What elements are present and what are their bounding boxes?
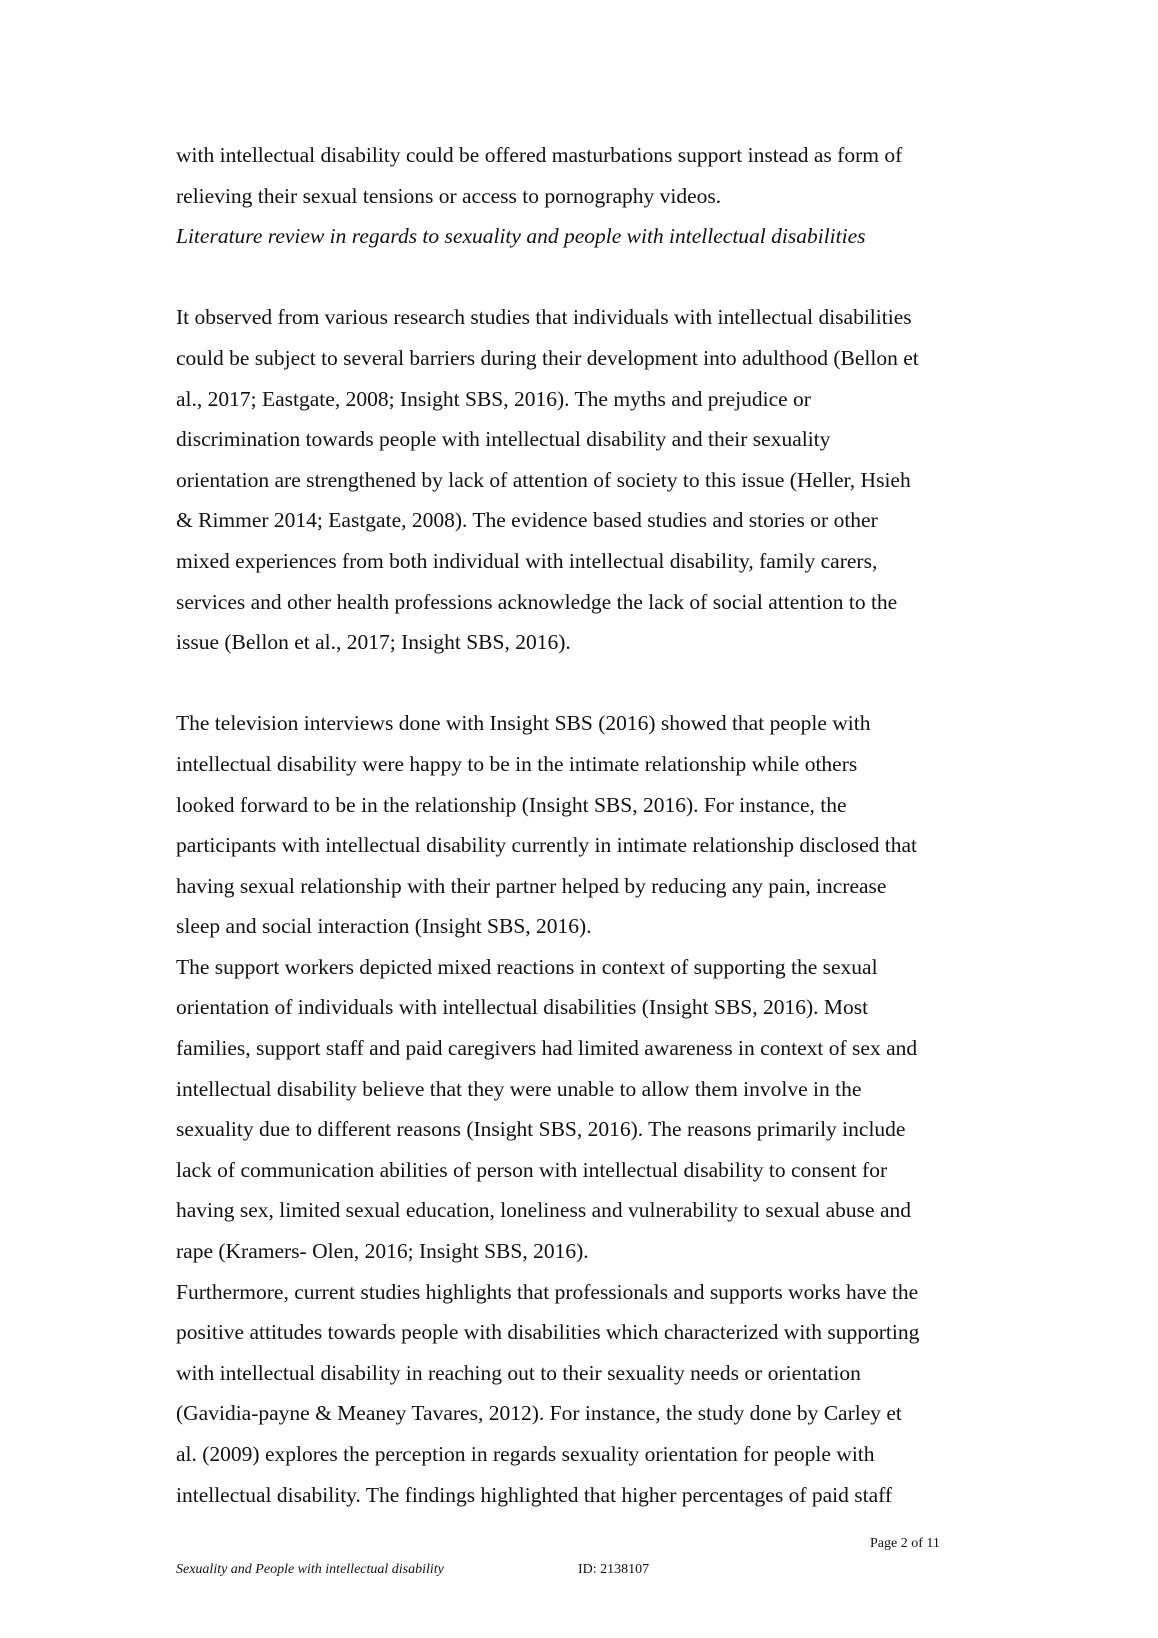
text-line: orientation of individuals with intellectual disabilities (Insight SBS, 2016). Most [176,995,869,1020]
text-line: participants with intellectual disability currently in intimate relationship disclosed that [176,833,917,858]
text-line: mixed experiences from both individual with intellectual disability, family carers, [176,548,878,573]
text-line: discrimination towards people with intellectual disability and their sexuality [176,427,831,452]
text-line: al. (2009) explores the perception in regards sexuality orientation for people with [176,1442,875,1466]
text-line: (Gavidia-payne & Meaney Tavares, 2012). For instance, the study done by Carley et [176,1401,902,1426]
text-line: having sex, limited sexual education, loneliness and vulnerability to sexual abuse and [176,1198,911,1223]
section-heading: Literature review in regards to sexuality and people with intellectual disabilities [176,224,866,249]
text-line: could be subject to several barriers during their development into adulthood (Bellon et [176,345,919,370]
text-line: orientation are strengthened by lack of attention of society to this issue (Heller, Hsieh [176,467,911,492]
text-line: sexuality due to different reasons (Insight SBS, 2016). The reasons primarily include [176,1117,906,1142]
text-line: families, support staff and paid caregivers had limited awareness in context of sex and [176,1036,918,1061]
document-body [176,135,996,1515]
text-line: It observed from various research studies that individuals with intellectual disabilities [176,305,912,330]
footer-title: Sexuality and People with intellectual disability [176,1562,444,1577]
text-line: lack of communication abilities of person with intellectual disability to consent for [176,1157,888,1182]
page-number: Page 2 of 11 [870,1536,940,1551]
text-line: services and other health professions acknowledge the lack of social attention to the [176,589,898,614]
text-line: rape (Kramers- Olen, 2016; Insight SBS, 2016). [176,1239,589,1264]
text-line: intellectual disability were happy to be in the intimate relationship while others [176,751,858,776]
text-line: & Rimmer 2014; Eastgate, 2008). The evidence based studies and stories or other [176,508,878,533]
text-line: with intellectual disability could be offered masturbations support instead as form of [176,143,903,167]
paragraph-gap [176,663,996,704]
text-line: relieving their sexual tensions or access to pornography videos. [176,183,722,208]
text-line: with intellectual disability in reaching out to their sexuality needs or orientation [176,1360,861,1385]
text-line: looked forward to be in the relationship (Insight SBS, 2016). For instance, the [176,792,847,817]
text-line: al., 2017; Eastgate, 2008; Insight SBS, 2016). The myths and prejudice or [176,386,811,411]
text-line: Furthermore, current studies highlights that professionals and supports works have the [176,1279,919,1304]
text-line: The support workers depicted mixed reactions in context of supporting the sexual [176,954,878,979]
text-line: issue (Bellon et al., 2017; Insight SBS, 2016). [176,630,571,655]
text-line: The television interviews done with Insight SBS (2016) showed that people with [176,711,871,736]
text-line: positive attitudes towards people with disabilities which characterized with supporting [176,1320,920,1345]
text-line: intellectual disability. The findings highlighted that higher percentages of paid staff [176,1482,893,1507]
paragraph-gap [176,257,996,298]
text-line: having sexual relationship with their partner helped by reducing any pain, increase [176,873,887,898]
text-line: intellectual disability believe that they were unable to allow them involve in the [176,1076,862,1101]
text-line: sleep and social interaction (Insight SBS, 2016). [176,914,592,939]
footer-id: ID: 2138107 [578,1562,650,1577]
